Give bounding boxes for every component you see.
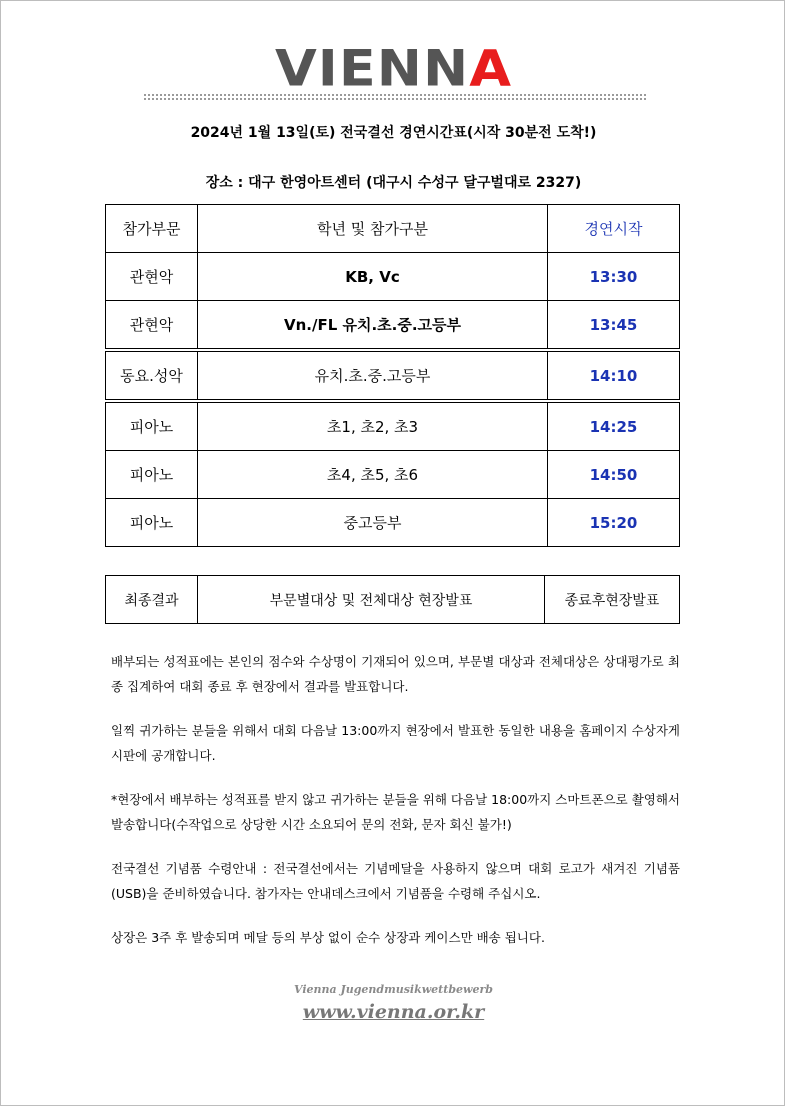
- header-category: 참가부문: [106, 205, 198, 253]
- venue-line: 장소 : 대구 한영아트센터 (대구시 수성구 달구벌대로 2327): [205, 175, 582, 191]
- header-group: 학년 및 참가구분: [198, 205, 548, 253]
- row-category: 관현악: [106, 301, 198, 351]
- table-header-row: [106, 205, 680, 253]
- row-category: 동요.성악: [106, 350, 198, 401]
- table-row: [106, 253, 680, 301]
- row-time: 15:20: [548, 499, 680, 547]
- logo-accent-letter: A: [469, 39, 512, 98]
- row-category: 피아노: [106, 499, 198, 547]
- result-row: [106, 576, 680, 624]
- row-group: 중고등부: [198, 499, 548, 547]
- divider-rule: [144, 94, 646, 100]
- table-row: [106, 350, 680, 401]
- notice-paragraph: 상장은 3주 후 발송되며 메달 등의 부상 없이 순수 상장과 케이스만 배송 됩니다.: [111, 930, 545, 945]
- footer-subtitle: Vienna Jugendmusikwettbewerb: [294, 983, 493, 996]
- row-time: 13:30: [548, 253, 680, 301]
- notice-paragraph: 배부되는 성적표에는 본인의 점수와 수상명이 기재되어 있으며, 부문별 대상과 전체대상은 상대평가로 최종 집계하여 대회 종료 후 현장에서 결과를 발표합니다.: [111, 654, 680, 694]
- row-time: 14:50: [548, 451, 680, 499]
- vienna-logo: [1, 41, 785, 96]
- schedule-title: 2024년 1월 13일(토) 전국결선 경연시간표(시작 30분전 도착!): [190, 125, 597, 141]
- row-time: 14:10: [548, 350, 680, 401]
- notice-paragraph: 일찍 귀가하는 분들을 위해서 대회 다음날 13:00까지 현장에서 발표한 동일한 내용을 홈페이지 수상자게시판에 공개합니다.: [111, 723, 680, 763]
- row-category: 피아노: [106, 451, 198, 499]
- row-time: 13:45: [548, 301, 680, 351]
- notice-section: [111, 649, 680, 969]
- notice-paragraph: 전국결선 기념품 수령안내 : 전국결선에서는 기념메달을 사용하지 않으며 대회 로고가 새겨진 기념품(USB)을 준비하였습니다. 참가자는 안내데스크에서 기념품을 수령해 주십시오.: [111, 861, 680, 901]
- result-description: 부문별대상 및 전체대상 현장발표: [198, 576, 545, 624]
- table-row: [106, 499, 680, 547]
- logo-text: VIENN: [275, 39, 470, 98]
- table-row: [106, 401, 680, 451]
- row-category: 관현악: [106, 253, 198, 301]
- row-group: KB, Vc: [198, 253, 548, 301]
- table-row: [106, 451, 680, 499]
- result-note: 종료후현장발표: [545, 576, 680, 624]
- footer-website-link[interactable]: www.vienna.or.kr: [302, 1001, 485, 1023]
- final-result-table: [105, 575, 680, 624]
- result-label: 최종결과: [106, 576, 198, 624]
- row-category: 피아노: [106, 401, 198, 451]
- notice-paragraph: *현장에서 배부하는 성적표를 받지 않고 귀가하는 분들을 위해 다음날 18:00까지 스마트폰으로 촬영해서 발송합니다(수작업으로 상당한 시간 소요되어 문의 전화, 문자 회신 불가!): [111, 792, 680, 832]
- row-group: 초1, 초2, 초3: [198, 401, 548, 451]
- row-time: 14:25: [548, 401, 680, 451]
- header-time: 경연시작: [548, 205, 680, 253]
- row-group: Vn./FL 유치.초.중.고등부: [198, 301, 548, 351]
- table-row: [106, 301, 680, 351]
- row-group: 유치.초.중.고등부: [198, 350, 548, 401]
- schedule-table: [105, 204, 680, 547]
- row-group: 초4, 초5, 초6: [198, 451, 548, 499]
